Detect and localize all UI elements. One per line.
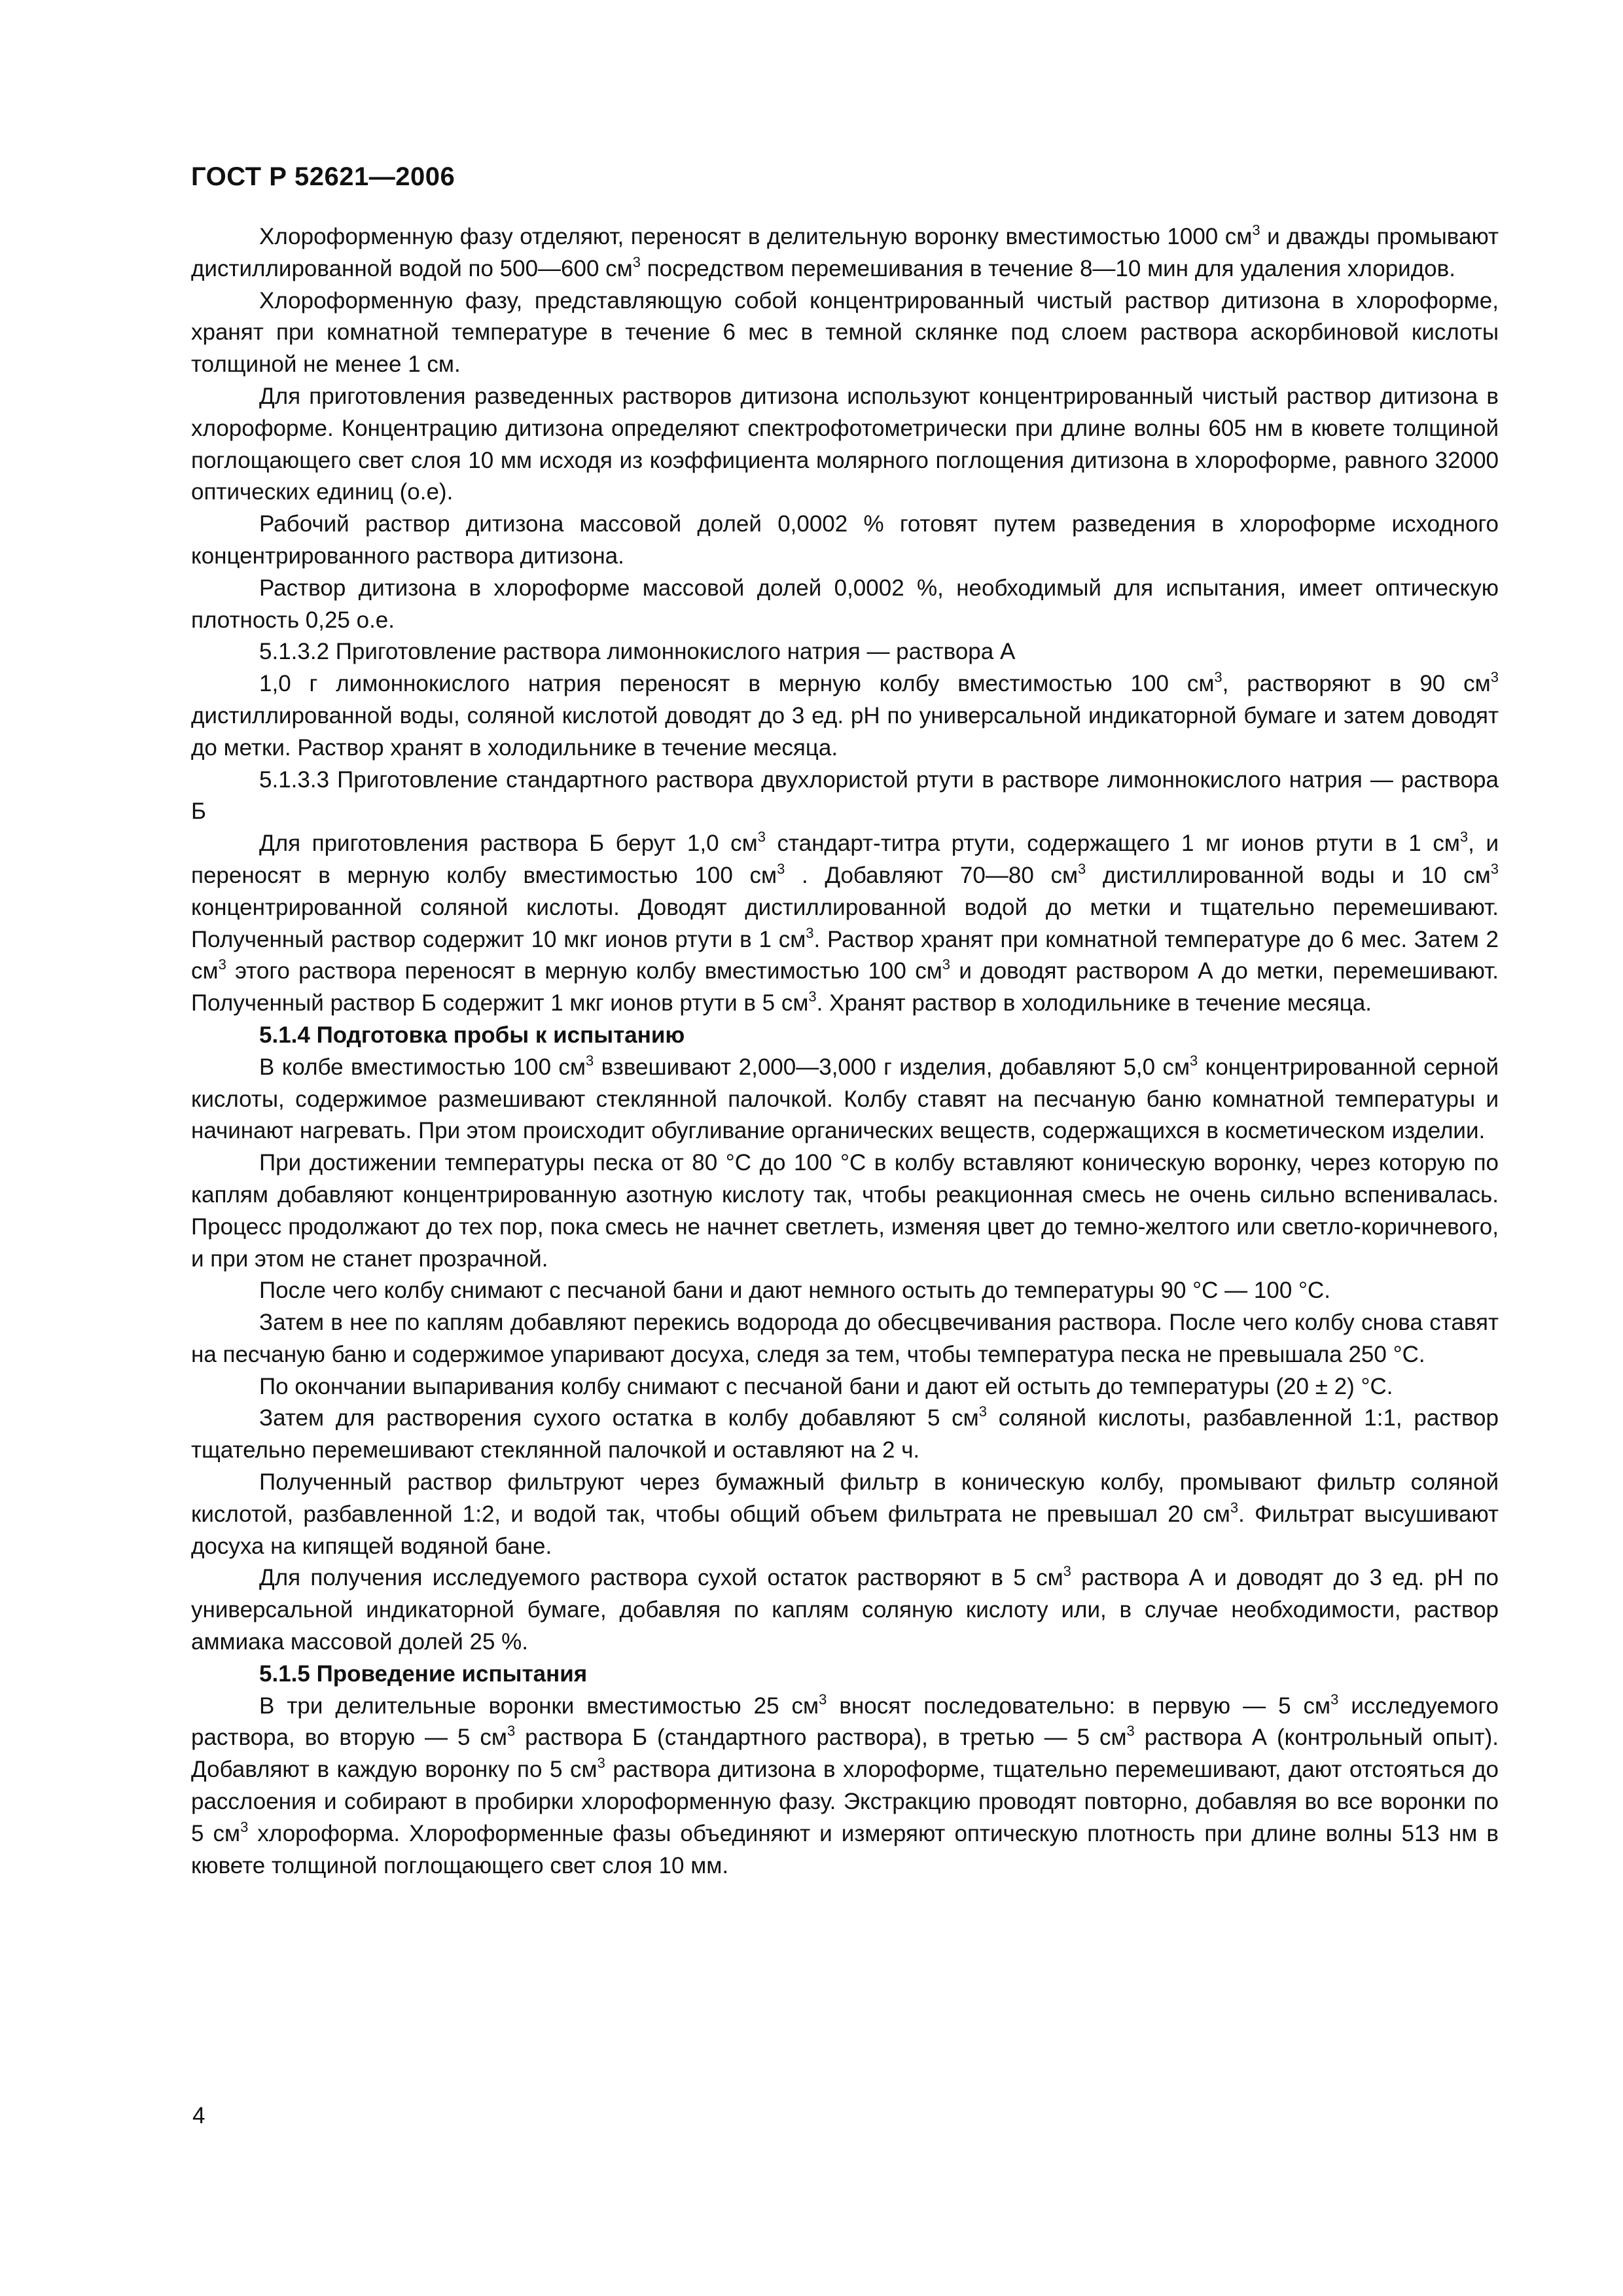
text-run: 5.1.3.2 Приготовление раствора лимоннокислого натрия — раствора А bbox=[259, 639, 1016, 665]
paragraph bbox=[191, 381, 1499, 509]
superscript: 3 bbox=[1459, 829, 1469, 846]
text-run: вносят последовательно: в первую — 5 см bbox=[827, 1693, 1331, 1719]
superscript: 3 bbox=[1252, 222, 1260, 238]
superscript: 3 bbox=[1190, 1052, 1198, 1069]
paragraph bbox=[191, 221, 1499, 285]
document-body bbox=[191, 221, 1499, 1882]
text-run: . Фильтрат высушивают досуха на кипящей водяной бане. bbox=[191, 1501, 1499, 1559]
text-run: раствора дитизона в хлороформе, тщательно перемешивают, дают отстояться до расслоения и собирают в пробирки хлороформенную фазу. Экстракцию проводят повторно, добавляя во все воронки по 5 см bbox=[191, 1757, 1499, 1846]
paragraph bbox=[191, 285, 1499, 381]
superscript: 3 bbox=[1330, 1691, 1339, 1708]
section-heading bbox=[191, 1020, 1499, 1052]
text-run: . Хранят раствор в холодильнике в течение месяца. bbox=[816, 990, 1372, 1016]
text-run: Хлороформенную фазу, представляющую собой концентрированный чистый раствор дитизона в хлороформе, хранят при комнатной температуре в течение 6 мес в темной склянке под слоем раствора аскорбиновой кислоты толщиной не менее 1 см. bbox=[191, 287, 1499, 378]
text-run: . Раствор хранят при комнатной температуре до 6 мес. Затем 2 см bbox=[191, 926, 1499, 984]
superscript: 3 bbox=[1078, 860, 1086, 877]
superscript: 3 bbox=[1230, 1499, 1239, 1516]
superscript: 3 bbox=[507, 1723, 516, 1740]
superscript: 3 bbox=[978, 1403, 987, 1420]
page-number: 4 bbox=[192, 2103, 205, 2128]
text-run: этого раствора переносят в мерную колбу вместимостью 100 см bbox=[226, 958, 942, 984]
text-run: взвешивают 2,000—3,000 г изделия, добавляют 5,0 см bbox=[594, 1054, 1190, 1080]
text-run: 5.1.5 Проведение испытания bbox=[259, 1660, 588, 1687]
paragraph bbox=[191, 1562, 1499, 1658]
paragraph bbox=[191, 1275, 1499, 1307]
paragraph bbox=[191, 573, 1499, 637]
text-run: В три делительные воронки вместимостью 25 см bbox=[259, 1693, 819, 1719]
paragraph bbox=[191, 828, 1499, 1020]
text-run: раствора Б (стандартного раствора), в третью — 5 см bbox=[515, 1725, 1127, 1751]
superscript: 3 bbox=[1490, 860, 1499, 877]
text-run: и доводят раствором А до метки, перемешивают. Полученный раствор Б содержит 1 мкг ионов ртути в 5 см bbox=[191, 958, 1499, 1016]
text-run: Для приготовления разведенных растворов дитизона используют концентрированный чистый раствор дитизона в хлороформе. Концентрацию дитизона определяют спектрофотометрически при длине волны 605 нм в кювете толщиной поглощающего свет слоя 10 мм исходя из коэффициента молярного поглощения дитизона в хлороформе, равного 32000 оптических единиц (о.е). bbox=[191, 383, 1499, 505]
text-run: В колбе вместимостью 100 см bbox=[259, 1054, 586, 1080]
superscript: 3 bbox=[597, 1755, 605, 1772]
paragraph bbox=[191, 636, 1499, 668]
superscript: 3 bbox=[632, 253, 641, 270]
paragraph bbox=[191, 764, 1499, 829]
text-run: Полученный раствор фильтруют через бумажный фильтр в коническую колбу, промывают фильтр соляной кислотой, разбавленной 1:2, и водой так, чтобы общий объем фильтрата не превышал 20 см bbox=[191, 1469, 1499, 1527]
text-run: , растворяют в 90 см bbox=[1222, 671, 1491, 697]
superscript: 3 bbox=[218, 956, 226, 973]
text-run: По окончании выпаривания колбу снимают с песчаной бани и дают ей остыть до температуры (20 ± 2) °С. bbox=[259, 1373, 1393, 1399]
text-run: дистиллированной воды и 10 см bbox=[1086, 862, 1491, 888]
superscript: 3 bbox=[1214, 669, 1222, 686]
superscript: 3 bbox=[808, 988, 817, 1005]
text-run: , и переносят в мерную колбу вместимостью 100 см bbox=[191, 831, 1499, 888]
superscript: 3 bbox=[757, 829, 766, 846]
paragraph bbox=[191, 1403, 1499, 1467]
superscript: 3 bbox=[806, 924, 814, 941]
paragraph bbox=[191, 1052, 1499, 1147]
paragraph bbox=[191, 1691, 1499, 1882]
text-run: раствора А и доводят до 3 ед. рН по универсальной индикаторной бумаге, добавляя по каплям соляную кислоту или, в случае необходимости, раствор аммиака массовой долей 25 %. bbox=[191, 1565, 1499, 1655]
text-run: Раствор дитизона в хлороформе массовой долей 0,0002 %, необходимый для испытания, имеет оптическую плотность 0,25 о.е. bbox=[191, 575, 1499, 633]
superscript: 3 bbox=[819, 1691, 827, 1708]
text-run: исследуемого раствора, во вторую — 5 см bbox=[191, 1693, 1499, 1751]
text-run: Затем в нее по каплям добавляют перекись водорода до обесцвечивания раствора. После чего колбу снова ставят на песчаную баню и содержимое упаривают досуха, следя за тем, чтобы температура песка не превышала 250 °С. bbox=[191, 1310, 1499, 1367]
paragraph bbox=[191, 1147, 1499, 1275]
text-run: дистиллированной воды, соляной кислотой доводят до 3 ед. рН по универсальной индикаторной бумаге и затем доводят до метки. Раствор хранят в холодильнике в течение месяца. bbox=[191, 702, 1499, 761]
text-run: хлороформа. Хлороформенные фазы объединяют и измеряют оптическую плотность при длине волны 513 нм в кювете толщиной поглощающего свет слоя 10 мм. bbox=[191, 1820, 1499, 1878]
superscript: 3 bbox=[240, 1818, 249, 1835]
text-run: . Добавляют 70—80 см bbox=[785, 862, 1079, 888]
paragraph bbox=[191, 668, 1499, 764]
text-run: Затем для растворения сухого остатка в колбу добавляют 5 см bbox=[259, 1405, 979, 1431]
text-run: концентрированной серной кислоты, содержимое размешивают стеклянной палочкой. Колбу ставят на песчаную баню комнатной температуры и начинают нагревать. При этом происходит обугливание органических веществ, содержащихся в косметическом изделии. bbox=[191, 1054, 1499, 1144]
text-run: При достижении температуры песка от 80 °С до 100 °С в колбу вставляют коническую воронку, через которую по каплям добавляют концентрированную азотную кислоту так, чтобы реакционная смесь не очень сильно вспенивалась. Процесс продолжают до тех пор, пока смесь не начнет светлеть, изменяя цвет до темно-желтого или светло-коричневого, и при этом не станет прозрачной. bbox=[191, 1150, 1499, 1272]
superscript: 3 bbox=[942, 956, 951, 973]
paragraph bbox=[191, 1371, 1499, 1403]
text-run: Рабочий раствор дитизона массовой долей 0,0002 % готовят путем разведения в хлороформе исходного концентрированного раствора дитизона. bbox=[191, 511, 1499, 569]
superscript: 3 bbox=[1490, 669, 1499, 686]
superscript: 3 bbox=[777, 860, 785, 877]
text-run: соляной кислоты, разбавленной 1:1, раствор тщательно перемешивают стеклянной палочкой и оставляют на 2 ч. bbox=[191, 1405, 1499, 1463]
text-run: Хлороформенную фазу отделяют, переносят в делительную воронку вместимостью 1000 см bbox=[259, 224, 1253, 249]
paragraph bbox=[191, 1467, 1499, 1562]
text-run: 5.1.3.3 Приготовление стандартного раствора двухлористой ртути в растворе лимоннокислого натрия — раствора Б bbox=[191, 766, 1499, 825]
text-run: концентрированной соляной кислоты. Доводят дистиллированной водой до метки и тщательно перемешивают. Полученный раствор содержит 10 мкг ионов ртути в 1 см bbox=[191, 894, 1499, 952]
text-run: 5.1.4 Подготовка пробы к испытанию bbox=[259, 1022, 685, 1048]
paragraph bbox=[191, 1307, 1499, 1371]
superscript: 3 bbox=[1063, 1563, 1071, 1580]
text-run: стандарт-титра ртути, содержащего 1 мг ионов ртути в 1 см bbox=[765, 831, 1460, 857]
superscript: 3 bbox=[1126, 1723, 1135, 1740]
section-heading bbox=[191, 1659, 1499, 1691]
text-run: Для приготовления раствора Б берут 1,0 см bbox=[259, 831, 758, 857]
text-run: После чего колбу снимают с песчаной бани и дают немного остыть до температуры 90 °С — 100 °С. bbox=[259, 1278, 1331, 1304]
text-run: раствора А (контрольный опыт). Добавляют в каждую воронку по 5 см bbox=[191, 1725, 1499, 1783]
paragraph bbox=[191, 509, 1499, 573]
text-run: 1,0 г лимоннокислого натрия переносят в мерную колбу вместимостью 100 см bbox=[259, 671, 1215, 697]
text-run: и дважды промывают дистиллированной водой по 500—600 см bbox=[191, 224, 1499, 281]
document-header: ГОСТ Р 52621—2006 bbox=[191, 162, 455, 191]
text-run: Для получения исследуемого раствора сухой остаток растворяют в 5 см bbox=[259, 1565, 1063, 1591]
text-run: посредством перемешивания в течение 8—10 мин для удаления хлоридов. bbox=[640, 255, 1455, 281]
superscript: 3 bbox=[585, 1052, 594, 1069]
